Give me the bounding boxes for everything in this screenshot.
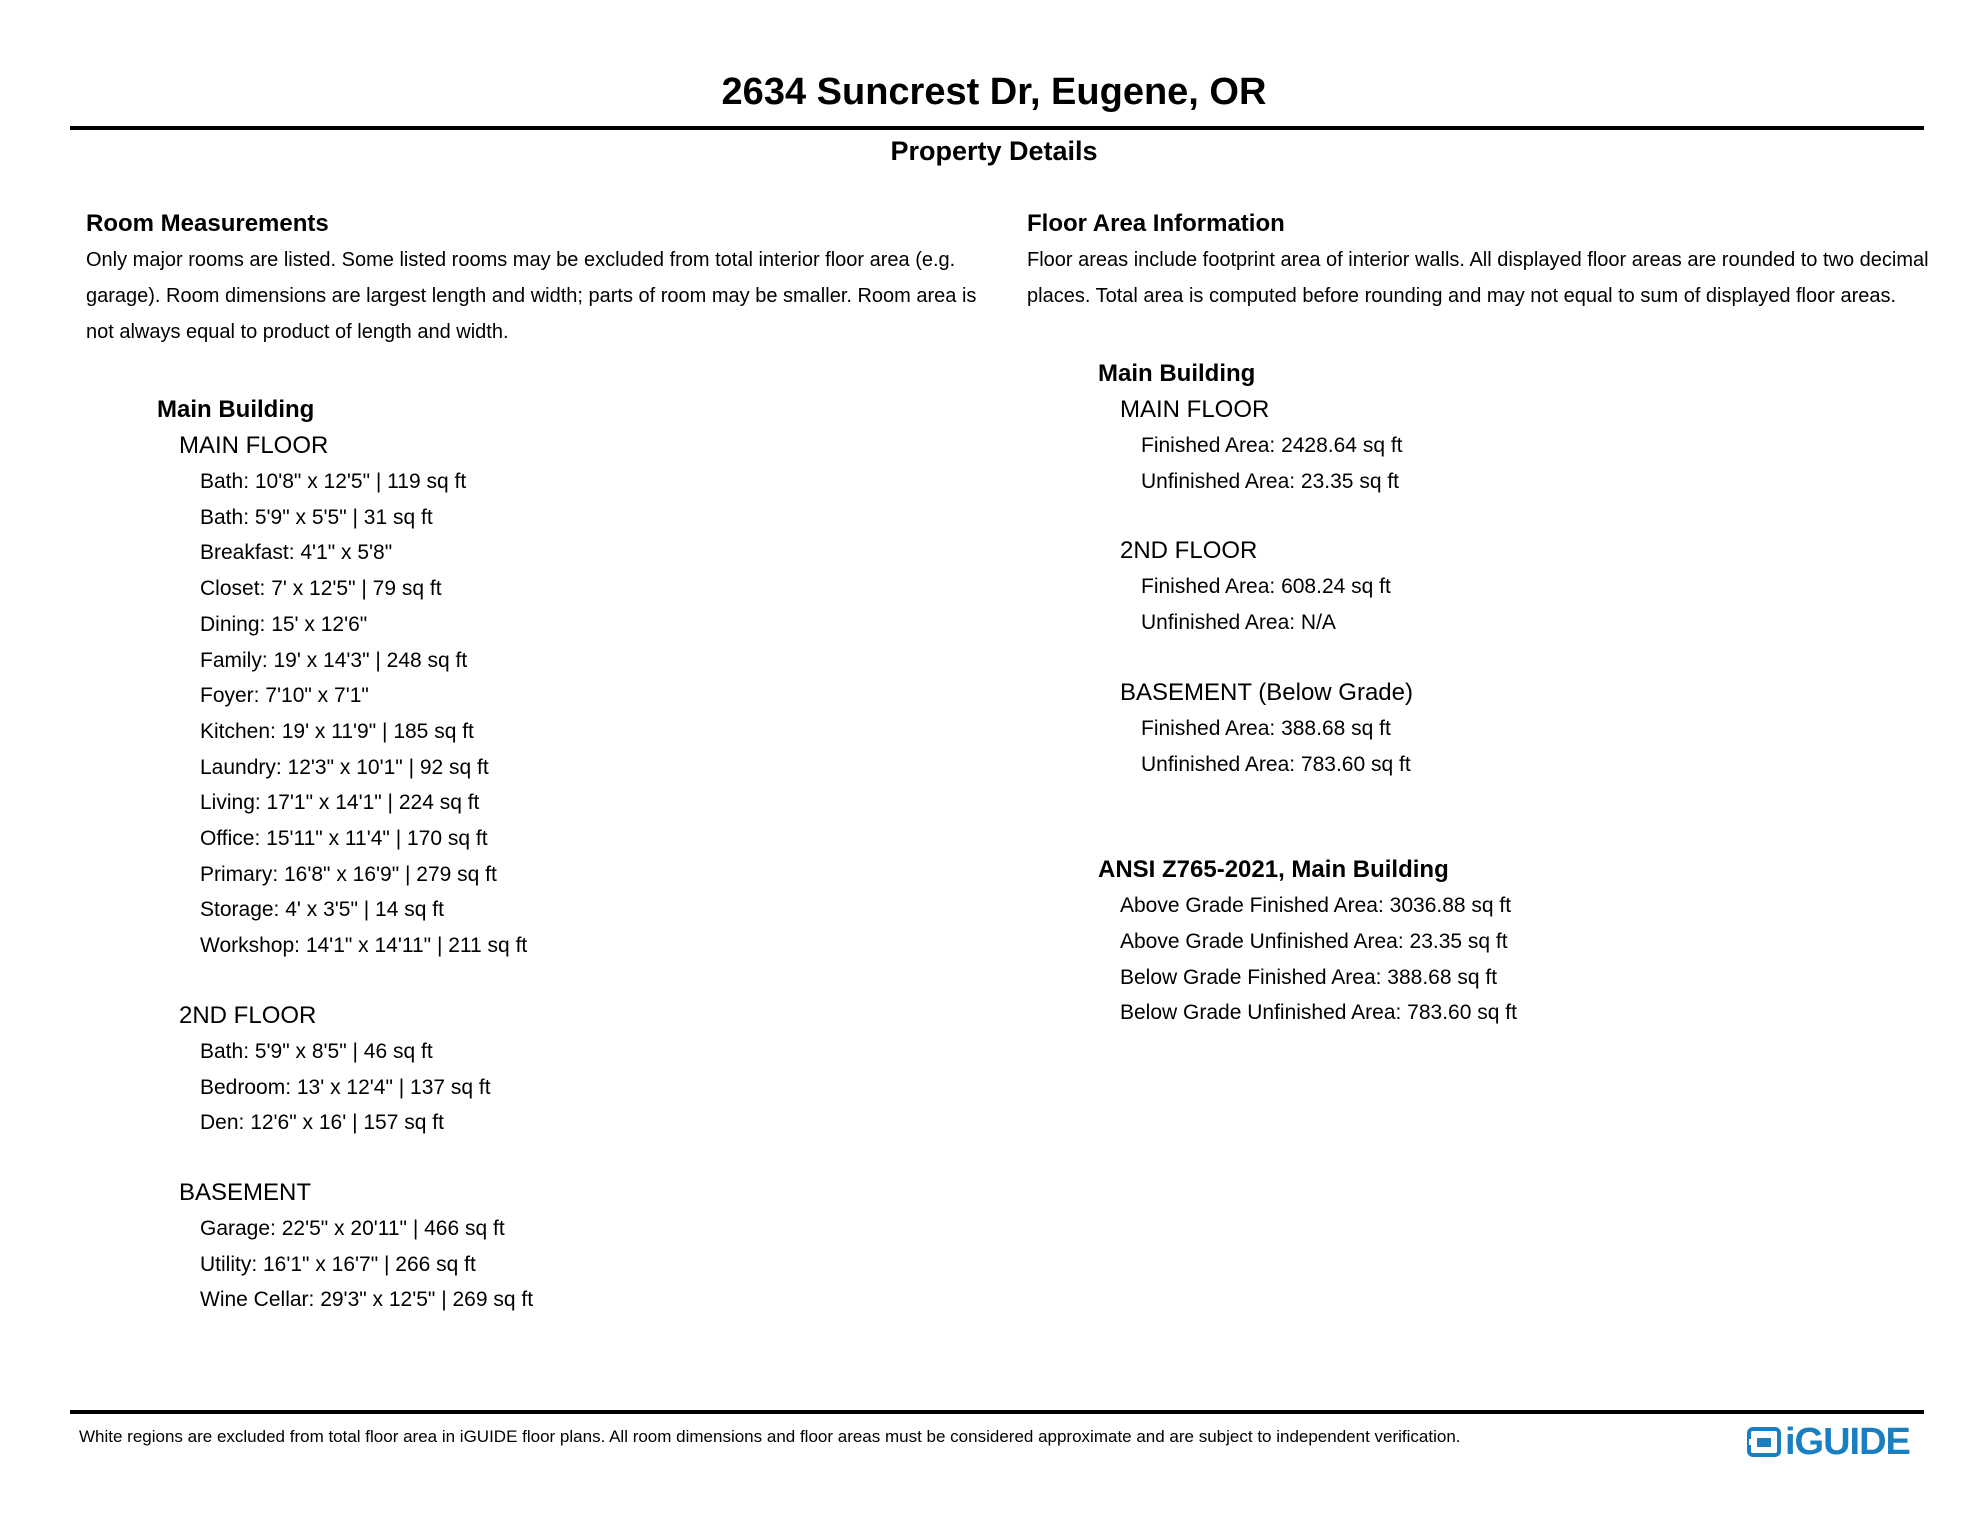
floor-name: BASEMENT (Below Grade) [1120,678,1413,706]
room-floor-basement [157,1175,1006,1318]
room-item: Family: 19' x 14'3" | 248 sq ft [200,648,468,672]
floor-area-heading: Floor Area Information [1027,210,1285,237]
room-item: Breakfast: 4'1" x 5'8" [200,541,393,565]
room-item: Living: 17'1" x 14'1" | 224 sq ft [200,791,480,815]
title-divider [70,126,1924,130]
floor-name: 2ND FLOOR [179,1001,317,1029]
room-item: Bedroom: 13' x 12'4" | 137 sq ft [200,1075,491,1099]
iguide-logo-text: iGUIDE [1785,1421,1910,1463]
room-floor-main [157,428,1006,964]
room-measurements-heading: Room Measurements [86,210,329,237]
page-title: 2634 Suncrest Dr, Eugene, OR [721,71,1267,113]
room-item: Office: 15'11" x 11'4" | 170 sq ft [200,827,488,851]
unfinished-area: Unfinished Area: 23.35 sq ft [1141,469,1399,493]
floor-name: 2ND FLOOR [1120,537,1258,565]
room-item: Foyer: 7'10" x 7'1" [200,684,369,708]
finished-area: Finished Area: 608.24 sq ft [1141,575,1391,599]
unfinished-area: Unfinished Area: 783.60 sq ft [1141,752,1411,776]
room-item: Bath: 10'8" x 12'5" | 119 sq ft [200,470,467,493]
floor-name: BASEMENT [179,1178,312,1206]
room-item: Dining: 15' x 12'6" [200,612,368,636]
footer-divider [70,1410,1924,1414]
floor-name: MAIN FLOOR [1120,396,1270,423]
room-item: Garage: 22'5" x 20'11" | 466 sq ft [200,1216,505,1240]
room-item: Wine Cellar: 29'3" x 12'5" | 269 sq ft [200,1288,534,1312]
room-building-block [86,392,1006,1318]
page-subtitle: Property Details [890,136,1098,166]
room-item: Primary: 16'8" x 16'9" | 279 sq ft [200,862,497,886]
finished-area: Finished Area: 2428.64 sq ft [1141,434,1403,457]
ansi-item: Above Grade Unfinished Area: 23.35 sq ft [1120,929,1508,953]
ansi-item: Below Grade Unfinished Area: 783.60 sq ft [1120,1001,1517,1025]
room-building-name: Main Building [157,396,315,423]
room-measurements-intro: Only major rooms are listed. Some listed rooms may be excluded from total interior floor area (e.g. garage). Room dimensions are largest length and width; parts of room may be smaller. Room area is not always equal to product of length and width. [86,249,977,343]
room-item: Utility: 16'1" x 16'7" | 266 sq ft [200,1252,476,1276]
finished-area: Finished Area: 388.68 sq ft [1141,716,1391,740]
ansi-heading: ANSI Z765-2021, Main Building [1098,856,1449,884]
area-building-block [1027,356,1947,782]
room-item: Bath: 5'9" x 8'5" | 46 sq ft [200,1039,433,1063]
room-item: Laundry: 12'3" x 10'1" | 92 sq ft [200,755,489,779]
room-floor-second [157,998,1006,1141]
room-item: Closet: 7' x 12'5" | 79 sq ft [200,577,442,601]
ansi-block [1027,852,1947,1031]
ansi-item: Below Grade Finished Area: 388.68 sq ft [1120,965,1498,989]
iguide-logo [1747,1420,1910,1464]
area-floor-second [1098,533,1947,640]
floor-area-intro: Floor areas include footprint area of interior walls. All displayed floor areas are rounded to two decimal places. Total area is computed before rounding and may not equal to sum of displayed floor areas. [1027,249,1929,307]
area-building-name: Main Building [1098,360,1256,387]
room-item: Den: 12'6" x 16' | 157 sq ft [200,1111,444,1135]
room-item: Workshop: 14'1" x 14'11" | 211 sq ft [200,934,528,958]
floor-area-section [1027,206,1947,1031]
area-floor-main [1098,392,1947,499]
unfinished-area: Unfinished Area: N/A [1141,611,1336,635]
room-item: Bath: 5'9" x 5'5" | 31 sq ft [200,505,433,529]
area-floor-basement [1098,675,1947,782]
ansi-item: Above Grade Finished Area: 3036.88 sq ft [1120,894,1512,918]
room-item: Storage: 4' x 3'5" | 14 sq ft [200,898,444,922]
floor-name: MAIN FLOOR [179,432,329,459]
room-item: Kitchen: 19' x 11'9" | 185 sq ft [200,719,474,743]
room-measurements-section [86,206,1006,1318]
footer-disclaimer: White regions are excluded from total floor area in iGUIDE floor plans. All room dimensions and floor areas must be considered approximate and are subject to independent verification. [79,1427,1461,1446]
iguide-logo-icon [1747,1426,1781,1458]
